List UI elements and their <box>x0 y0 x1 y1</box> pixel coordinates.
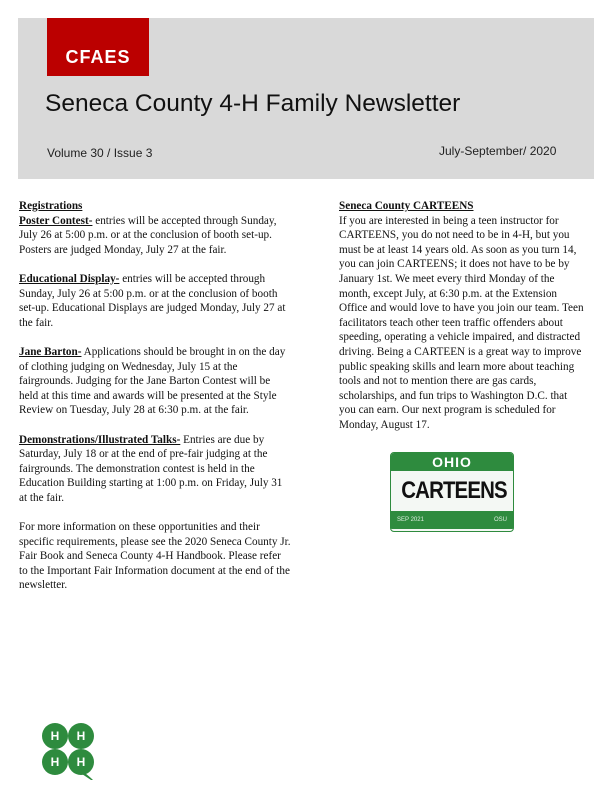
4h-clover-icon <box>37 718 99 780</box>
plate-bottom <box>391 511 513 529</box>
poster-contest-label: Poster Contest- <box>19 214 93 227</box>
carteens-title: Seneca County CARTEENS <box>339 200 474 212</box>
plate-sticker-right: OSU <box>493 517 507 523</box>
svg-text:H: H <box>76 729 86 743</box>
poster-contest-text: entries will be accepted through Sunday, July 26 at 5:00 p.m. or at the conclusion of booth set-up. Posters are judged Monday, July 27 at the fair. <box>19 214 277 256</box>
plate-state: OHIO <box>391 453 513 471</box>
section-title-registrations: Registrations <box>19 200 83 212</box>
plate-middle <box>391 471 513 511</box>
jane-barton-label: Jane Barton- <box>19 345 82 358</box>
left-column <box>19 199 291 608</box>
registrations-poster <box>19 199 291 257</box>
jane-barton-paragraph <box>19 345 291 418</box>
jane-barton-text: Applications should be brought in on the day of clothing judging on Wednesday, July 15 at the fairgrounds. Judging for the Jane Barton Contest will be held at this time and awards will be presented at the Style Review on Tuesday, July 28 at 6:30 p.m. at the fair. <box>19 345 286 417</box>
svg-text:H: H <box>50 729 60 743</box>
educational-display-text: entries will be accepted through Sunday, July 26 at 5:00 p.m. or at the conclusion of booth set-up. Educational Displays are judged Monday, July 27 at the fair. <box>19 272 286 329</box>
plate-word: CARTEENS <box>401 477 507 504</box>
issue-date: July-September/ 2020 <box>439 144 557 158</box>
svg-text:H: H <box>50 755 60 769</box>
demonstrations-paragraph <box>19 433 291 506</box>
newsletter-title: Seneca County 4-H Family Newsletter <box>45 90 461 117</box>
right-column <box>339 199 585 433</box>
carteens-body: If you are interested in being a teen instructor for CARTEENS, you do not need to be in 4-H, but you must be at least 14 years old. As soon as you turn 14, you can join CARTEENS; it does not have to be by January 1st. We meet every third Monday of the month, except July, at 6:30 p.m. at the Extension Office and would love to have you join our team. Teen facilitators teach other teen traffic offenders about speeding, operating a vehicle impaired, and distracted driving. Being a CARTEEN is a great way to improve public speaking skills and learn more about teaching tools and not to mention there are gas cards, scholarships, and fun trips to Washington D.C. that you can earn. Our next program is scheduled for Monday, August 17. <box>339 214 584 431</box>
newsletter-header <box>18 18 594 179</box>
demonstrations-label: Demonstrations/Illustrated Talks- <box>19 433 181 446</box>
educational-display-paragraph <box>19 272 291 330</box>
volume-issue: Volume 30 / Issue 3 <box>47 146 153 160</box>
demonstrations-text: Entries are due by Saturday, July 18 or at the end of pre-fair judging at the fairgrounds. The demonstration contest is held in the Education Building starting at 1:00 p.m. on Friday, July 31 at the fair. <box>19 433 283 504</box>
cfaes-logo: CFAES <box>47 18 149 76</box>
plate-sticker-left: SEP 2021 <box>397 517 424 523</box>
educational-display-label: Educational Display- <box>19 272 120 285</box>
more-information-paragraph: For more information on these opportunities and their specific requirements, please see the 2020 Seneca County Jr. Fair Book and Seneca County 4-H Handbook. Please refer to the Important Fair Information document at the end of the newsletter. <box>19 521 291 592</box>
carteens-license-plate <box>390 452 514 532</box>
svg-text:H: H <box>76 755 86 769</box>
